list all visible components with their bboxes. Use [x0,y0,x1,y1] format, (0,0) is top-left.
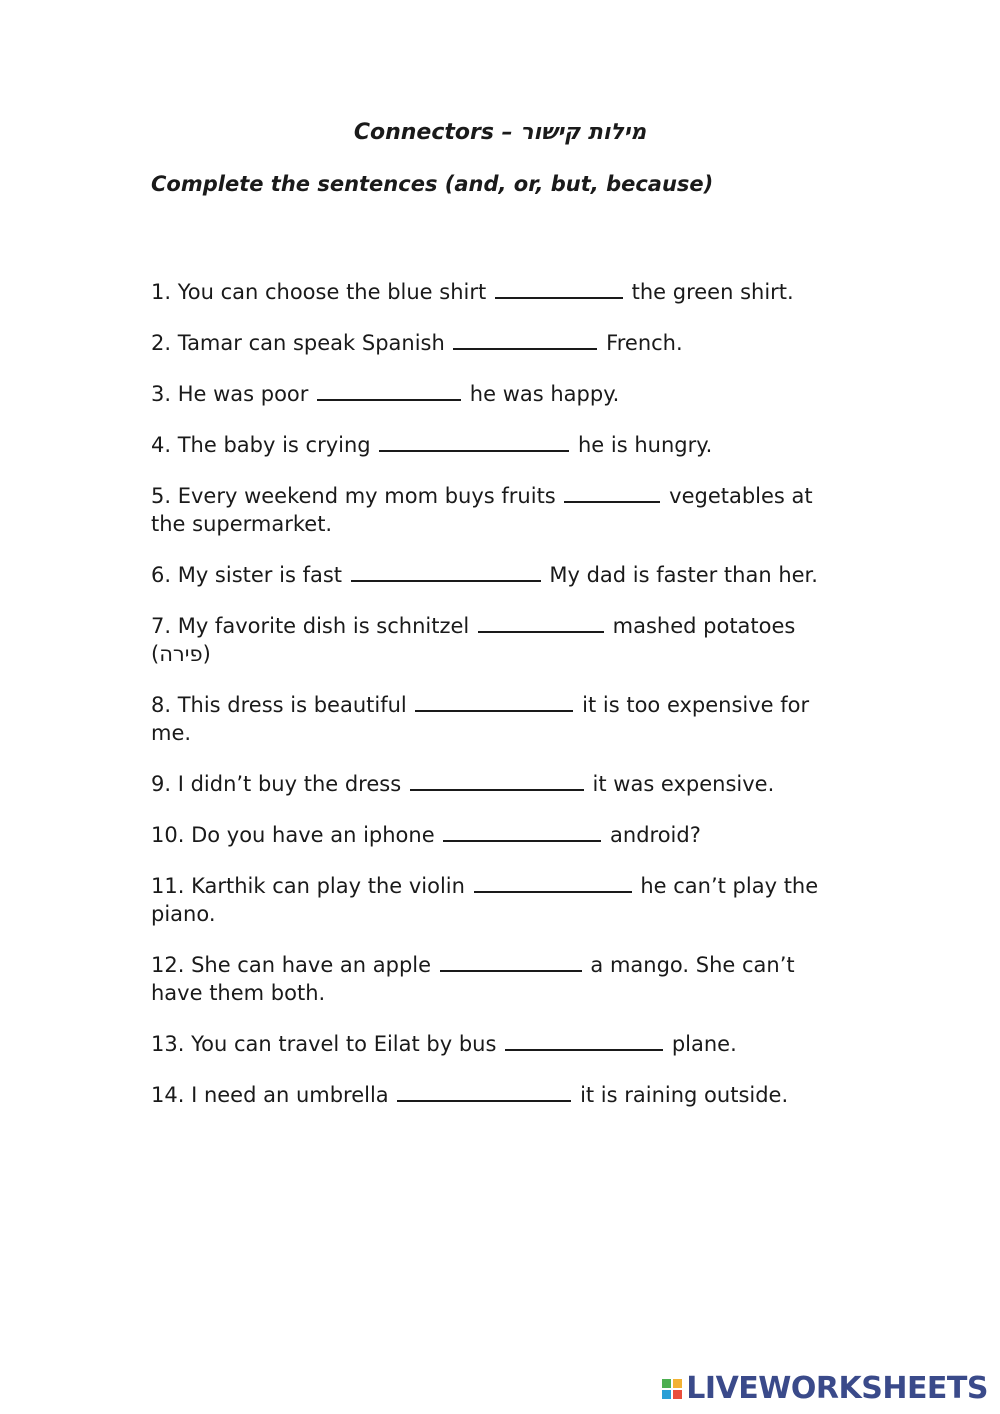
question-text-after: it is too expensive for me. [151,693,810,745]
worksheet-title: Connectors – מילות קישור [353,120,647,145]
question-item [151,951,851,1007]
answer-blank[interactable] [443,822,601,842]
question-item [151,278,851,306]
question-text-before: 5. Every weekend my mom buys fruits [151,484,556,508]
question-text-before: 8. This dress is beautiful [151,693,407,717]
answer-blank[interactable] [478,613,604,633]
answer-blank[interactable] [564,483,660,503]
logo-square-yellow [673,1379,682,1388]
worksheet-instruction: Complete the sentences (and, or, but, because) [151,172,714,196]
question-item [151,770,851,798]
answer-blank[interactable] [453,330,597,350]
question-text-before: 12. She can have an apple [151,953,432,977]
question-text-after: android? [610,823,701,847]
question-text-after: he can’t play the piano. [151,874,819,926]
question-item [151,482,851,538]
question-item [151,1030,851,1058]
question-item [151,329,851,357]
question-text-before: 6. My sister is fast [151,563,342,587]
question-text-after: plane. [671,1032,737,1056]
question-text-after: it was expensive. [592,772,775,796]
question-item [151,821,851,849]
question-text-before: 2. Tamar can speak Spanish [151,331,445,355]
answer-blank[interactable] [410,771,584,791]
answer-blank[interactable] [351,562,541,582]
question-text-before: 13. You can travel to Eilat by bus [151,1032,497,1056]
answer-blank[interactable] [317,381,461,401]
answer-blank[interactable] [440,952,582,972]
question-item [151,1081,851,1109]
question-item [151,380,851,408]
question-list [151,278,851,1132]
question-item [151,872,851,928]
logo-square-green [662,1379,671,1388]
question-text-before: 7. My favorite dish is schnitzel [151,614,470,638]
liveworksheets-logo [662,1371,988,1406]
question-text-after: it is raining outside. [580,1083,789,1107]
question-text-after: My dad is faster than her. [549,563,818,587]
question-item [151,561,851,589]
liveworksheets-logo-icon [662,1379,682,1399]
question-text-before: 10. Do you have an iphone [151,823,435,847]
question-text-before: 3. He was poor [151,382,309,406]
logo-text: LIVEWORKSHEETS [686,1371,988,1406]
answer-blank[interactable] [495,279,623,299]
logo-square-red [673,1390,682,1399]
question-text-after: mashed potatoes (פירה) [151,614,796,666]
question-text-after: the green shirt. [631,280,794,304]
answer-blank[interactable] [415,692,573,712]
question-text-after: French. [606,331,683,355]
question-text-before: 4. The baby is crying [151,433,371,457]
question-text-before: 9. I didn’t buy the dress [151,772,402,796]
question-text-after: a mango. She can’t have them both. [151,953,795,1005]
answer-blank[interactable] [397,1082,571,1102]
answer-blank[interactable] [505,1031,663,1051]
question-text-before: 14. I need an umbrella [151,1083,389,1107]
answer-blank[interactable] [379,432,569,452]
question-item [151,612,851,668]
logo-square-blue [662,1390,671,1399]
question-text-before: 1. You can choose the blue shirt [151,280,487,304]
answer-blank[interactable] [474,873,632,893]
question-text-after: he is hungry. [577,433,713,457]
question-item [151,431,851,459]
question-item [151,691,851,747]
question-text-after: vegetables at the supermarket. [151,484,813,536]
question-text-after: he was happy. [469,382,620,406]
question-text-before: 11. Karthik can play the violin [151,874,465,898]
